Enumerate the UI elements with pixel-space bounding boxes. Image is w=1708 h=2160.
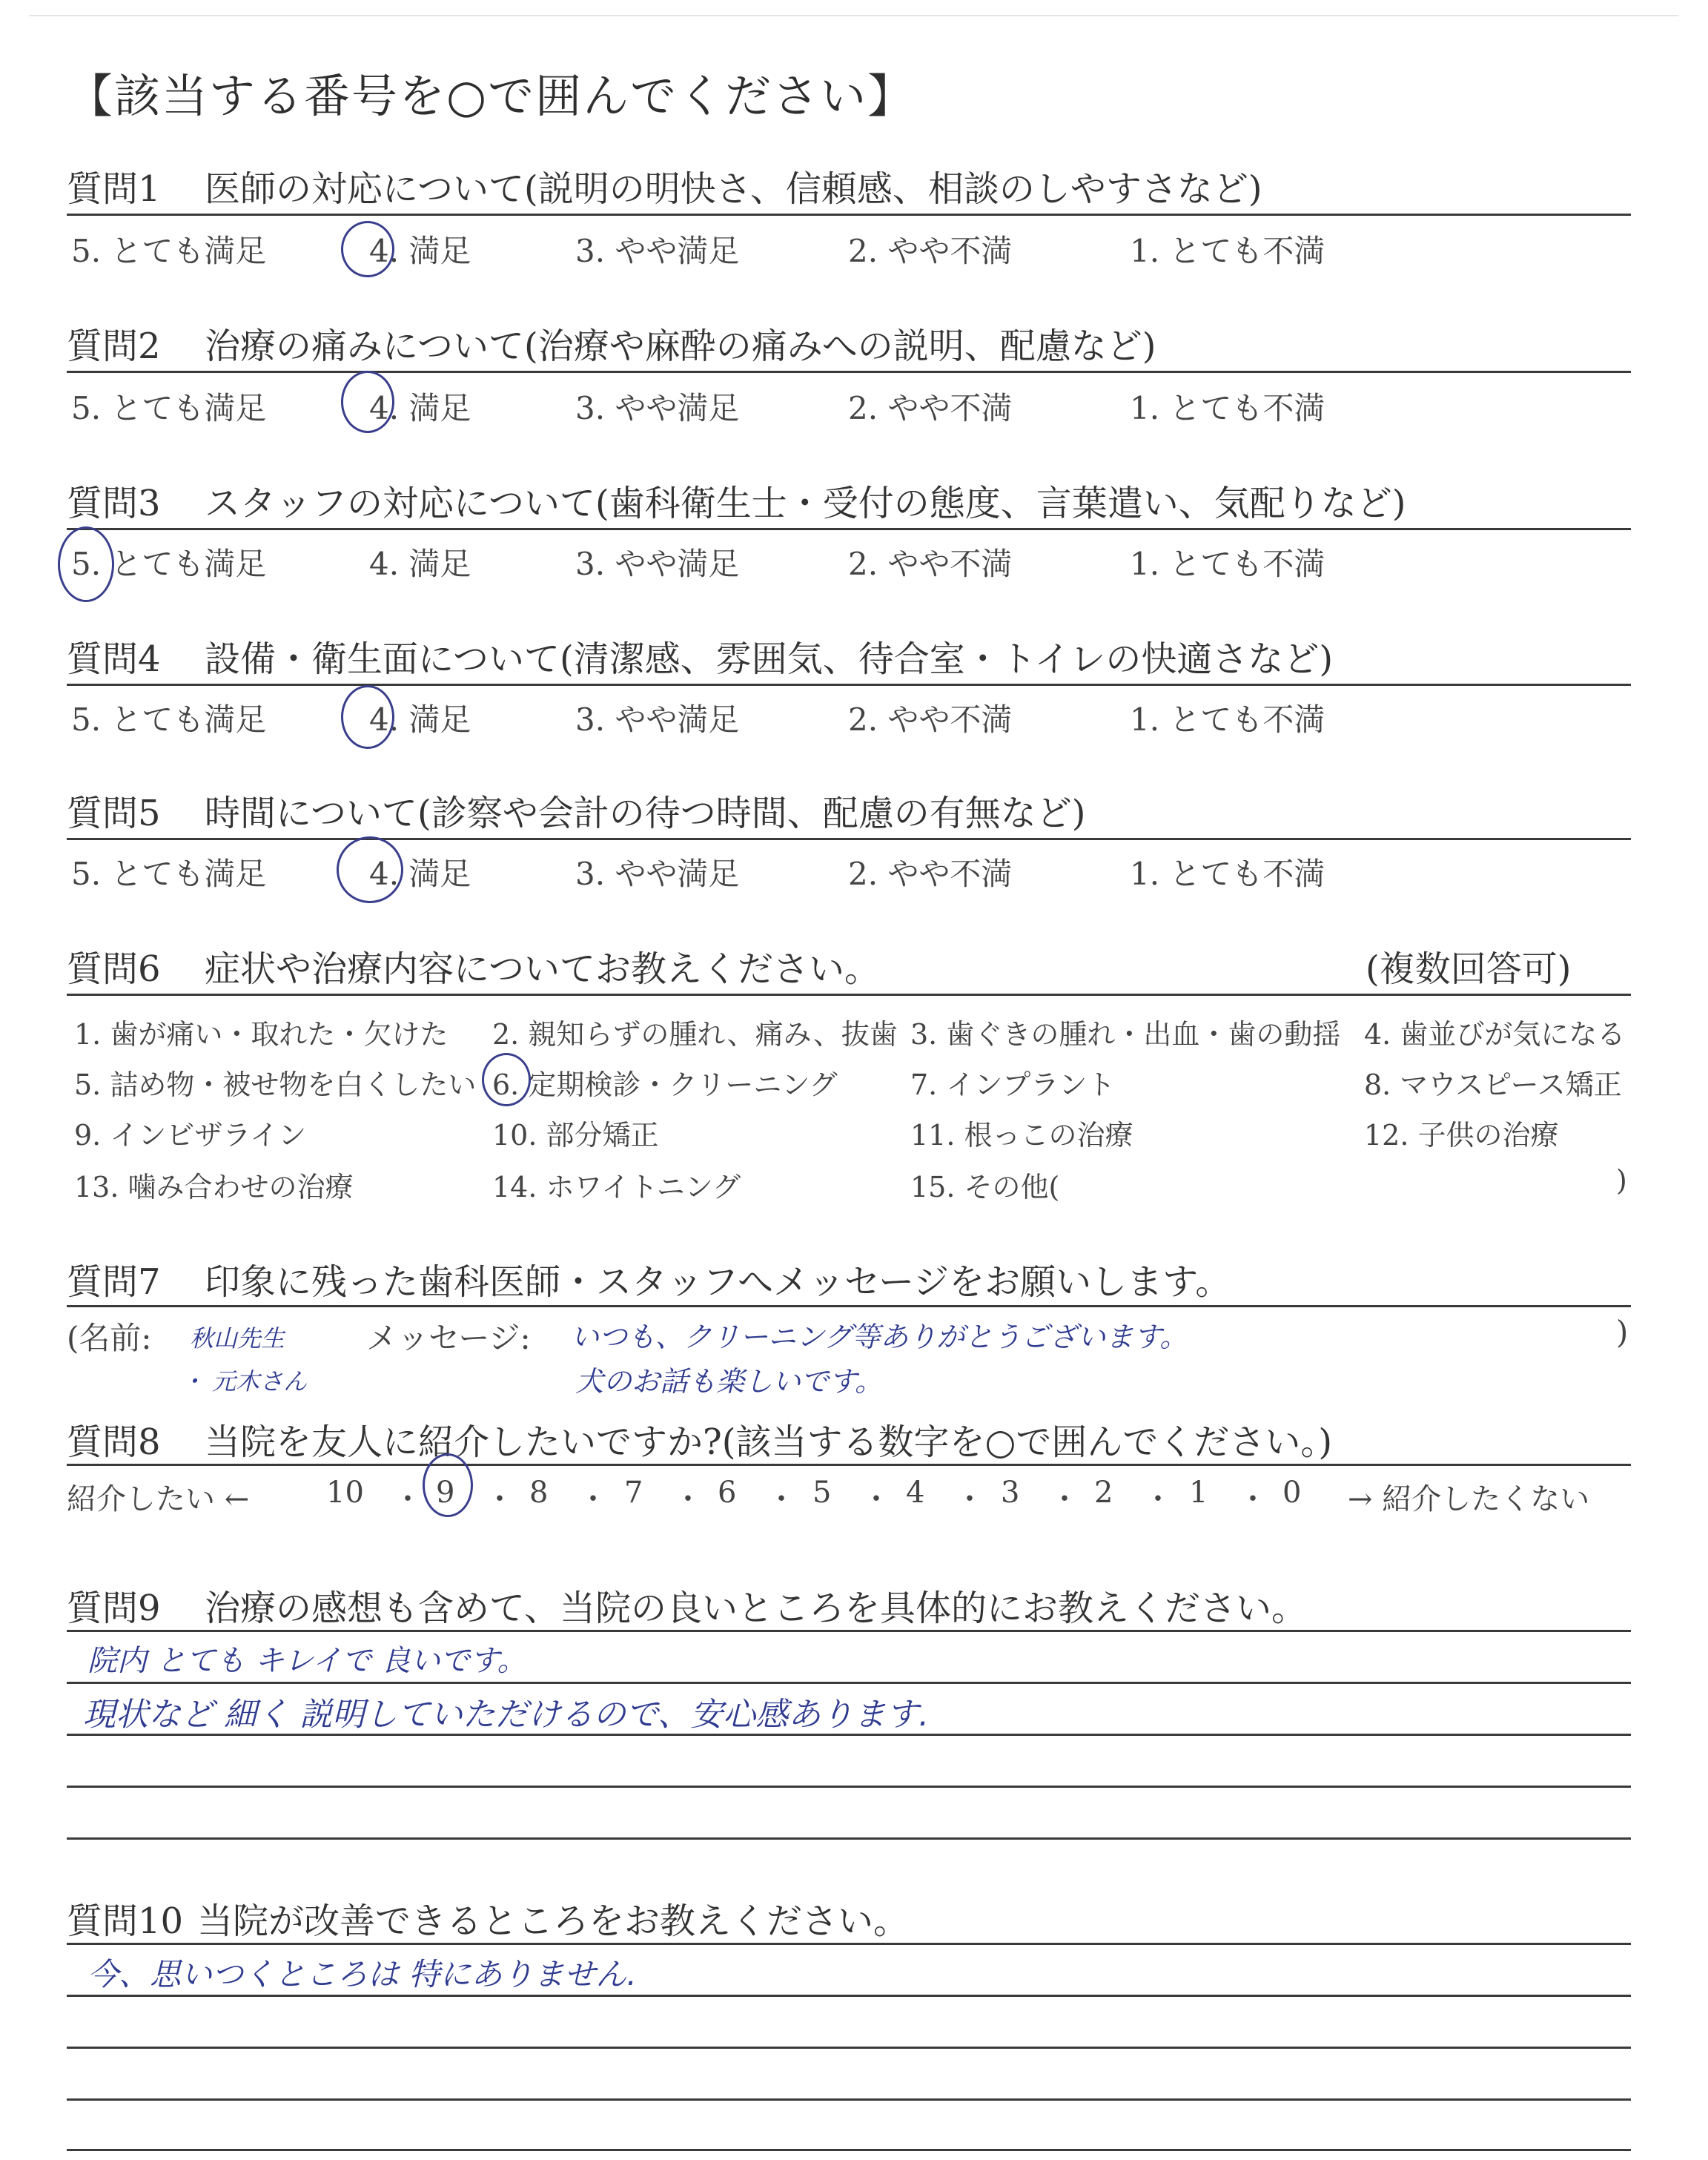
scale-dot: ・ [955, 1482, 984, 1516]
question-number: 質問8 [67, 1421, 161, 1463]
rating-option-1[interactable]: 1. とても不満 [1130, 701, 1325, 738]
rule [67, 838, 1631, 840]
rating-option-5[interactable]: 5. とても満足 [71, 856, 267, 892]
symptom-option-13[interactable]: 13. 噛み合わせの治療 [74, 1171, 354, 1203]
scale-option-9[interactable]: 9 [436, 1476, 455, 1510]
rule [67, 2149, 1631, 2151]
question-6-heading [67, 940, 880, 991]
other-close-paren: ) [1616, 1164, 1627, 1197]
question-number: 質問1 [67, 168, 161, 210]
scale-dot: ・ [1050, 1482, 1079, 1516]
scale-left-label: 紹介したい ← [67, 1482, 250, 1516]
question-number: 質問2 [67, 326, 161, 367]
scale-option-3[interactable]: 3 [1001, 1476, 1020, 1510]
symptom-option-15[interactable]: 15. その他( [910, 1171, 1060, 1203]
scale-option-5[interactable]: 5 [812, 1476, 832, 1510]
question-number: 質問3 [67, 483, 161, 524]
scale-option-10[interactable]: 10 [326, 1476, 364, 1510]
rule [67, 684, 1631, 686]
rating-option-5[interactable]: 5. とても満足 [71, 390, 267, 426]
rule [67, 2047, 1631, 2049]
scale-dot: ・ [673, 1482, 703, 1516]
scale-dot: ・ [767, 1482, 796, 1516]
question-1-heading [67, 160, 1262, 211]
scale-dot: ・ [393, 1482, 423, 1516]
rule [67, 214, 1631, 216]
rating-option-5[interactable]: 5. とても満足 [71, 701, 267, 738]
question-text: 医師の対応について(説明の明快さ、信頼感、相談のしやすさなど) [205, 168, 1262, 210]
symptom-option-9[interactable]: 9. インビザライン [74, 1119, 307, 1152]
symptom-option-10[interactable]: 10. 部分矯正 [492, 1119, 659, 1152]
selection-circle [337, 836, 403, 903]
rating-option-4[interactable]: 4. 満足 [369, 856, 471, 892]
symptom-option-14[interactable]: 14. ホワイトニング [492, 1171, 741, 1203]
scale-dot: ・ [578, 1482, 608, 1516]
rule [67, 1464, 1631, 1466]
selection-circle [341, 221, 394, 277]
selection-circle [423, 1453, 473, 1517]
rule [67, 1786, 1631, 1788]
scale-right-label: → 紹介したくない [1348, 1482, 1590, 1516]
handwritten-message-1: いつも、クリーニング等ありがとうございます。 [571, 1321, 1188, 1353]
handwritten-answer-1: 院内 とても キレイで 良いです。 [87, 1644, 527, 1678]
scale-option-4[interactable]: 4 [906, 1476, 925, 1510]
handwritten-message-2: 犬のお話も楽しいです。 [575, 1365, 883, 1398]
rating-option-2[interactable]: 2. やや不満 [848, 390, 1013, 426]
selection-circle [341, 371, 394, 433]
message-label: メッセージ: [366, 1320, 531, 1356]
rating-option-5[interactable]: 5. とても満足 [71, 546, 267, 582]
rule [67, 528, 1631, 530]
rating-option-4[interactable]: 4. 満足 [369, 701, 471, 738]
scale-option-8[interactable]: 8 [529, 1476, 549, 1510]
rating-option-3[interactable]: 3. やや満足 [575, 856, 740, 892]
rating-option-3[interactable]: 3. やや満足 [575, 233, 740, 269]
question-text: 治療の痛みについて(治療や麻酔の痛みへの説明、配慮など) [205, 326, 1156, 367]
selection-circle [341, 685, 394, 749]
question-number: 質問10 [67, 1900, 184, 1942]
rating-option-2[interactable]: 2. やや不満 [848, 233, 1013, 269]
rule [67, 1995, 1631, 1997]
scale-option-0[interactable]: 0 [1282, 1476, 1302, 1510]
question-text: 治療の感想も含めて、当院の良いところを具体的にお教えください。 [205, 1588, 1308, 1629]
symptom-option-11[interactable]: 11. 根っこの治療 [910, 1119, 1133, 1152]
question-text: 時間について(診察や会計の待つ時間、配慮の有無など) [205, 793, 1086, 834]
scale-dot: ・ [1238, 1482, 1268, 1516]
rule [67, 1837, 1631, 1840]
top-border [30, 15, 1678, 16]
question-number: 質問4 [67, 638, 161, 680]
symptom-option-4[interactable]: 4. 歯並びが気になる [1364, 1018, 1626, 1051]
question-number: 質問7 [67, 1261, 161, 1303]
rating-option-5[interactable]: 5. とても満足 [71, 233, 267, 269]
rule [67, 1630, 1631, 1632]
question-text: 印象に残った歯科医師・スタッフへメッセージをお願いします。 [205, 1261, 1231, 1303]
scale-option-7[interactable]: 7 [624, 1476, 643, 1510]
multiple-answers-note: (複数回答可) [1366, 948, 1572, 990]
symptom-option-12[interactable]: 12. 子供の治療 [1364, 1119, 1559, 1152]
question-7-heading [67, 1253, 1231, 1304]
rating-option-3[interactable]: 3. やや満足 [575, 546, 740, 582]
question-10-heading [67, 1892, 909, 1943]
rule [67, 994, 1631, 996]
handwritten-answer-1: 今、思いつくところは 特にありません. [87, 1956, 637, 1992]
question-text: 当院が改善できるところをお教えください。 [197, 1900, 910, 1942]
rule [67, 1682, 1631, 1684]
rating-option-3[interactable]: 3. やや満足 [575, 701, 740, 738]
handwritten-answer-2: 現状など 細く 説明していただけるので、安心感あります. [83, 1696, 930, 1734]
symptom-option-6[interactable]: 6. 定期検診・クリーニング [492, 1069, 838, 1101]
rating-option-1[interactable]: 1. とても不満 [1130, 390, 1325, 426]
rating-option-2[interactable]: 2. やや不満 [848, 856, 1013, 892]
question-4-heading [67, 630, 1333, 681]
handwritten-name-1: 秋山先生 [190, 1324, 285, 1353]
scale-dot: ・ [1143, 1482, 1173, 1516]
message-close-paren: ) [1616, 1314, 1629, 1350]
rating-option-1[interactable]: 1. とても不満 [1130, 856, 1325, 892]
selection-circle [58, 526, 114, 602]
question-number: 質問6 [67, 948, 161, 990]
rating-option-4[interactable]: 4. 満足 [369, 390, 471, 426]
question-number: 質問5 [67, 793, 161, 834]
symptom-option-1[interactable]: 1. 歯が痛い・取れた・欠けた [74, 1018, 448, 1051]
rating-option-4[interactable]: 4. 満足 [369, 233, 471, 269]
scale-option-1[interactable]: 1 [1189, 1476, 1208, 1510]
question-text: スタッフの対応について(歯科衛生士・受付の態度、言葉遣い、気配りなど) [205, 483, 1406, 524]
rating-option-2[interactable]: 2. やや不満 [848, 701, 1013, 738]
question-2-heading [67, 317, 1156, 369]
scale-dot: ・ [861, 1482, 891, 1516]
symptom-option-5[interactable]: 5. 詰め物・被せ物を白くしたい [74, 1069, 477, 1101]
question-5-heading [67, 785, 1086, 836]
selection-circle [482, 1053, 531, 1106]
question-text: 症状や治療内容についてお教えください。 [205, 948, 881, 990]
question-text: 設備・衛生面について(清潔感、雰囲気、待合室・トイレの快適さなど) [205, 638, 1334, 680]
question-number: 質問9 [67, 1588, 161, 1629]
question-9-heading [67, 1579, 1307, 1631]
rule [67, 2098, 1631, 2101]
rule [67, 1943, 1631, 1945]
handwritten-name-2: ・ 元木さん [181, 1367, 308, 1396]
rating-option-3[interactable]: 3. やや満足 [575, 390, 740, 426]
question-8-heading [67, 1413, 1332, 1464]
rating-option-2[interactable]: 2. やや不満 [848, 546, 1013, 582]
name-label: (名前: [67, 1320, 152, 1356]
question-3-heading [67, 475, 1406, 526]
scale-option-6[interactable]: 6 [718, 1476, 737, 1510]
symptom-option-2[interactable]: 2. 親知らずの腫れ、痛み、抜歯 [492, 1018, 898, 1051]
symptom-option-3[interactable]: 3. 歯ぐきの腫れ・出血・歯の動揺 [910, 1018, 1341, 1051]
rating-option-1[interactable]: 1. とても不満 [1130, 546, 1325, 582]
rating-option-4[interactable]: 4. 満足 [369, 546, 471, 582]
rule [67, 371, 1631, 373]
symptom-option-8[interactable]: 8. マウスピース矯正 [1364, 1069, 1622, 1101]
question-text: 当院を友人に紹介したいですか?(該当する数字を○で囲んでください。) [205, 1421, 1333, 1463]
scale-option-2[interactable]: 2 [1094, 1476, 1113, 1510]
page-title: 【該当する番号を○で囲んでください】 [67, 69, 916, 123]
rating-option-1[interactable]: 1. とても不満 [1130, 233, 1325, 269]
scale-dot: ・ [485, 1482, 514, 1516]
symptom-option-7[interactable]: 7. インプラント [910, 1069, 1116, 1101]
rule [67, 1305, 1631, 1307]
